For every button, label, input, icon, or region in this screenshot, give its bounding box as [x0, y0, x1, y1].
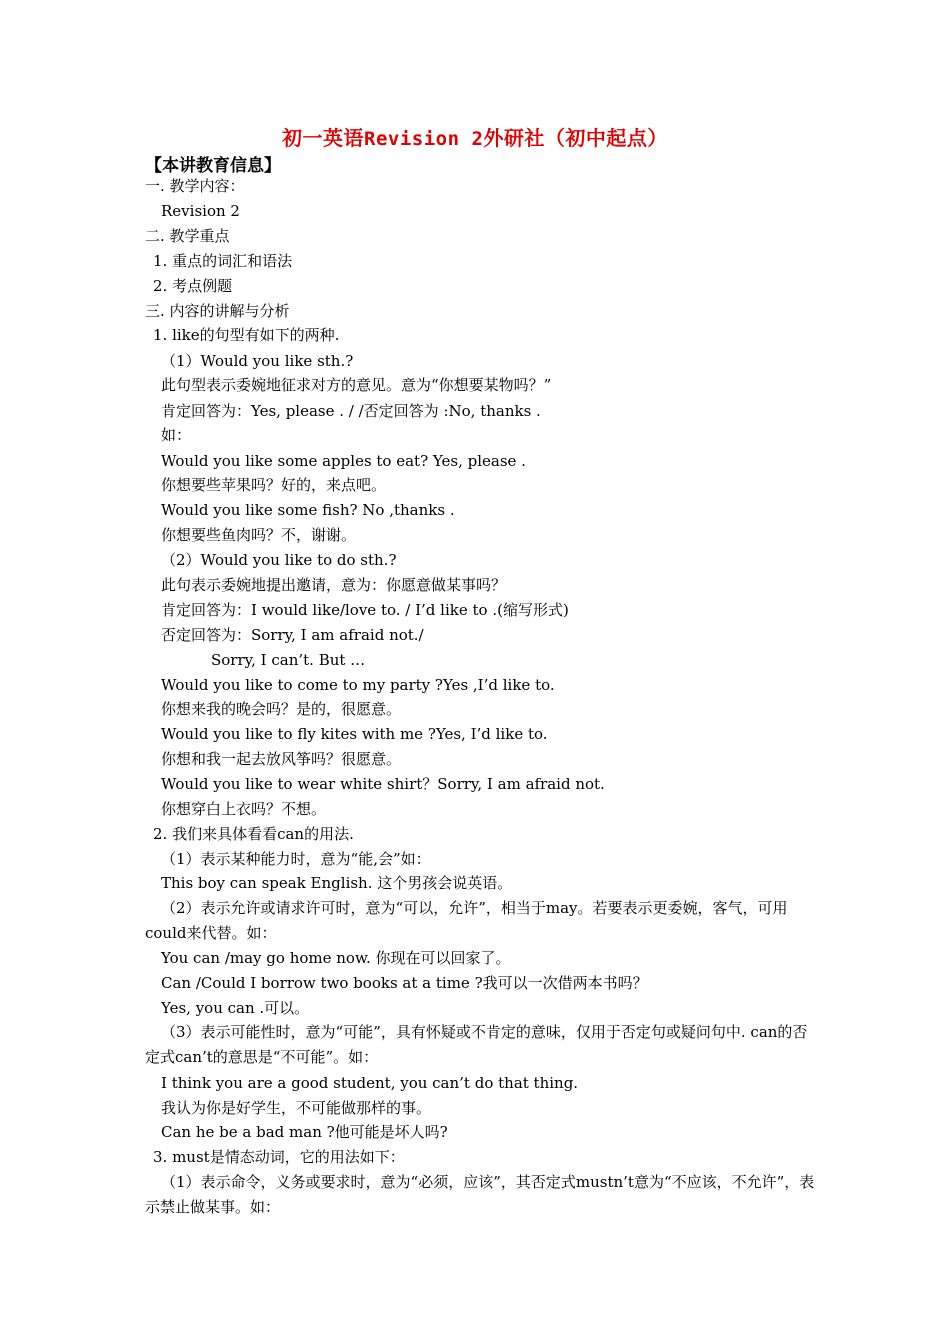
- example-translation: 你想穿白上衣吗？不想。: [161, 800, 327, 818]
- list-item: 2. 考点例题: [153, 277, 233, 295]
- example-sentence: Would you like some apples to eat? Yes, please .: [161, 452, 526, 470]
- example-sentence: Can /Could I borrow two books at a time ?我可以一次借两本书吗？: [161, 974, 648, 992]
- example-sentence: Would you like to wear white shirt？Sorry, I am afraid not.: [161, 775, 605, 793]
- text-line: 肯定回答为：I would like/love to. / I’d like to .(缩写形式): [161, 601, 569, 619]
- example-translation: 我认为你是好学生，不可能做那样的事。: [161, 1099, 432, 1117]
- section-heading: 【本讲教育信息】: [145, 156, 281, 176]
- example-sentence: Would you like some fish? No ,thanks .: [161, 501, 455, 519]
- example-sentence: Yes, you can .可以。: [161, 999, 310, 1017]
- text-line: （2）Would you like to do sth.?: [161, 551, 397, 569]
- list-item: 1. 重点的词汇和语法: [153, 252, 293, 270]
- heading-teaching-focus: 二. 教学重点: [145, 227, 230, 245]
- text-line: 此句表示委婉地提出邀请，意为：你愿意做某事吗？: [161, 576, 507, 594]
- paragraph: （3）表示可能性时，意为“可能”，具有怀疑或不肯定的意味，仅用于否定句或疑问句中. can的否定式can’t的意思是“不可能”。如：: [145, 1023, 808, 1066]
- example-sentence: Can he be a bad man ?他可能是坏人吗?: [161, 1123, 448, 1141]
- text-line: （1）Would you like sth.?: [161, 352, 354, 370]
- list-item: 2. 我们来具体看看can的用法.: [153, 825, 354, 843]
- paragraph: （2）表示允许或请求许可时，意为“可以，允许”，相当于may。若要表示更委婉，客气，可用could来代替。如：: [145, 899, 788, 942]
- paragraph: （1）表示命令，义务或要求时，意为“必须，应该”，其否定式mustn’t意为“不应该，不允许”，表示禁止做某事。如：: [145, 1173, 815, 1216]
- page-title: [0, 122, 950, 151]
- example-sentence: Would you like to fly kites with me ?Yes, I’d like to.: [161, 725, 548, 743]
- example-sentence: You can /may go home now. 你现在可以回家了。: [161, 949, 511, 967]
- text-line: 肯定回答为：Yes, please . / /否定回答为 :No, thanks .: [161, 402, 541, 420]
- title-english: Revision 2: [364, 128, 484, 150]
- text-line: （1）表示某种能力时，意为“能,会”如：: [161, 850, 431, 868]
- list-item: 1. like的句型有如下的两种.: [153, 326, 340, 344]
- text-line: 如：: [161, 426, 192, 444]
- example-translation: 你想来我的晚会吗？是的，很愿意。: [161, 700, 402, 718]
- text-line: Sorry, I can’t. But …: [211, 651, 366, 669]
- heading-content-analysis: 三. 内容的讲解与分析: [145, 302, 290, 320]
- example-translation: 你想要些苹果吗？好的，来点吧。: [161, 476, 387, 494]
- heading-teaching-content: 一. 教学内容：: [145, 177, 245, 195]
- text-line: Revision 2: [161, 202, 240, 220]
- example-translation: 你想和我一起去放风筝吗？很愿意。: [161, 750, 402, 768]
- example-sentence: I think you are a good student, you can’t do that thing.: [161, 1074, 579, 1092]
- title-prefix: 初一英语: [282, 126, 365, 150]
- example-sentence: Would you like to come to my party ?Yes ,I’d like to.: [161, 676, 555, 694]
- example-translation: 你想要些鱼肉吗？不，谢谢。: [161, 526, 357, 544]
- text-line: 此句型表示委婉地征求对方的意见。意为“你想要某物吗？”: [161, 376, 552, 394]
- title-suffix: 外研社（初中起点）: [483, 126, 668, 150]
- list-item: 3. must是情态动词，它的用法如下：: [153, 1148, 405, 1166]
- text-line: 否定回答为：Sorry, I am afraid not./: [161, 626, 424, 644]
- example-sentence: This boy can speak English. 这个男孩会说英语。: [161, 874, 513, 892]
